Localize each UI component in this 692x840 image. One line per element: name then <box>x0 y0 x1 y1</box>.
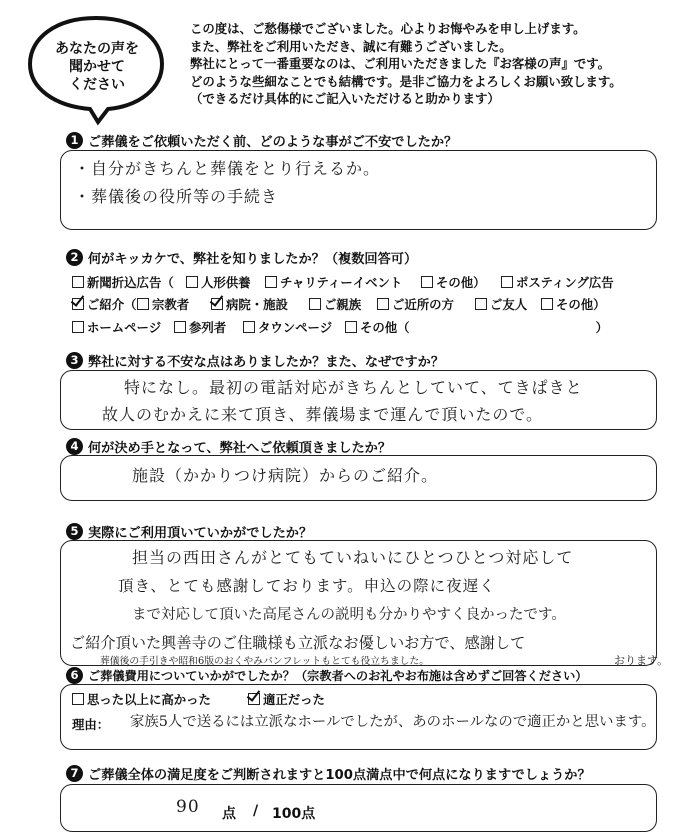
score-value: 90 <box>176 797 200 817</box>
checkbox[interactable] <box>137 298 149 310</box>
checkbox[interactable] <box>265 276 277 288</box>
question-5: 5 実際にご利用頂いていかがでしたか？ <box>66 522 312 541</box>
option-other-2[interactable]: その他） <box>541 295 606 313</box>
answer-5-line-5: 葬儀後の手引きや昭和6版のおくやみパンフレットもとても役立ちました。 <box>100 656 430 667</box>
option-charity-event[interactable]: チャリティーイベント <box>265 273 402 291</box>
option-homepage[interactable]: ホームページ <box>72 318 161 336</box>
bubble-heading: あなたの声を 聞かせて ください <box>55 41 139 93</box>
checkbox[interactable] <box>174 321 186 333</box>
question-3: 3 弊社に対する不安な点はありましたか？また、なぜですか？ <box>66 351 444 370</box>
question-7: 7 ご葬儀全体の満足度をご判断されますと100点満点中で何点になりますでしょうか？ <box>66 764 591 783</box>
score-unit: 点 <box>222 806 236 822</box>
answer-5-line-3: まで対応して頂いた高尾さんの説明も分かりやすく良かったです。 <box>132 607 566 623</box>
answer-3-line-2: 故人のむかえに来て頂き、葬儀場まで運んで頂いたので。 <box>102 405 544 424</box>
checkbox-checked[interactable] <box>248 693 260 705</box>
question-number: 1 <box>66 132 83 149</box>
checkbox[interactable] <box>501 276 513 288</box>
checkbox[interactable] <box>72 276 84 288</box>
answer-3-line-1: 特になし。最初の電話対応がきちんとしていて、てきぱきと <box>124 378 583 397</box>
checkbox[interactable] <box>345 321 357 333</box>
checkbox[interactable] <box>72 693 84 705</box>
option-relatives[interactable]: ご親族 <box>309 295 361 313</box>
option-doll-memorial[interactable]: 人形供養 <box>186 273 251 291</box>
option-townpage[interactable]: タウンページ <box>243 318 332 336</box>
checkbox[interactable] <box>309 298 321 310</box>
answer-1-line-2: ・葬儀後の役所等の手続き <box>74 187 279 206</box>
option-attendee[interactable]: 参列者 <box>174 318 226 336</box>
score-max: 100点 <box>272 806 316 822</box>
option-newspaper[interactable]: 新聞折込広告（ <box>72 273 174 291</box>
checkbox-checked[interactable] <box>72 298 84 310</box>
checkbox-checked[interactable] <box>211 298 223 310</box>
option-posting-ad[interactable]: ポスティング広告 <box>501 273 614 291</box>
question-4: 4 何が決め手となって、弊社へご依頼頂きましたか？ <box>66 437 391 456</box>
answer-4-line-1: 施設（かかりつけ病院）からのご紹介。 <box>132 466 439 485</box>
reason-text: 家族5人で送るには立派なホールでしたが、あのホールなので適正かと思います。 <box>130 714 656 730</box>
option-other-3[interactable]: その他（ ） <box>345 318 608 336</box>
option-neighbors[interactable]: ご近所の方 <box>377 295 454 313</box>
checkbox[interactable] <box>421 276 433 288</box>
answer-box-7[interactable] <box>60 784 657 832</box>
question-1: 1 ご葬儀をご依頼いただく前、どのような事がご不安でしたか？ <box>66 131 457 150</box>
answer-1-line-1: ・自分がきちんと葬儀をとり行えるか。 <box>74 159 381 178</box>
question-2: 2 何がキッカケで、弊社を知りましたか？（複数回答可） <box>66 248 417 267</box>
score-slash: / <box>253 803 259 819</box>
checkbox[interactable] <box>541 298 553 310</box>
question-number: 4 <box>66 438 83 455</box>
checkbox[interactable] <box>243 321 255 333</box>
question-number: 3 <box>66 352 83 369</box>
option-reasonable[interactable]: 適正だった <box>248 690 325 708</box>
reason-label: 理由： <box>72 717 110 732</box>
option-hospital[interactable]: 病院・施設 <box>211 295 288 313</box>
question-number: 2 <box>66 249 83 266</box>
answer-5-line-1: 担当の西田さんがとてもていねいにひとつひとつ対応して <box>132 548 574 567</box>
answer-5-line-6: おります。 <box>614 654 669 667</box>
question-number: 7 <box>66 765 83 782</box>
option-too-expensive[interactable]: 思った以上に高かった <box>72 690 211 708</box>
question-number: 6 <box>66 667 83 684</box>
answer-5-line-2: 頂き、とても感謝しております。申込の際に夜遅く <box>118 577 496 595</box>
option-religious[interactable]: 宗教者 <box>137 295 189 313</box>
option-referral[interactable]: ご紹介（ <box>72 295 137 313</box>
question-6: 6 ご葬儀費用についていかがでしたか？（宗教者へのお礼やお布施は含めずご回答ください） <box>66 667 587 684</box>
option-friends[interactable]: ご友人 <box>475 295 527 313</box>
answer-5-line-4: ご紹介頂いた興善寺のご住職様も立派なお優しいお方で、感謝して <box>70 634 526 652</box>
question-number: 5 <box>66 523 83 540</box>
checkbox[interactable] <box>72 321 84 333</box>
intro-text: この度は、ご愁傷様でございました。心よりお悔やみを申し上げます。 また、弊社をご利用いただき、誠に有難うございました。 弊社にとって一番重要なのは、ご利用いただきました『お客様の声』です。 どのような些細なことでも結構です。是非ご協力をよろしくお願い致します。 （できるだけ具体的にご記入いただけると助かります） <box>190 21 622 106</box>
checkbox[interactable] <box>377 298 389 310</box>
option-other-1[interactable]: その他） <box>421 273 486 291</box>
checkbox[interactable] <box>186 276 198 288</box>
checkbox[interactable] <box>475 298 487 310</box>
